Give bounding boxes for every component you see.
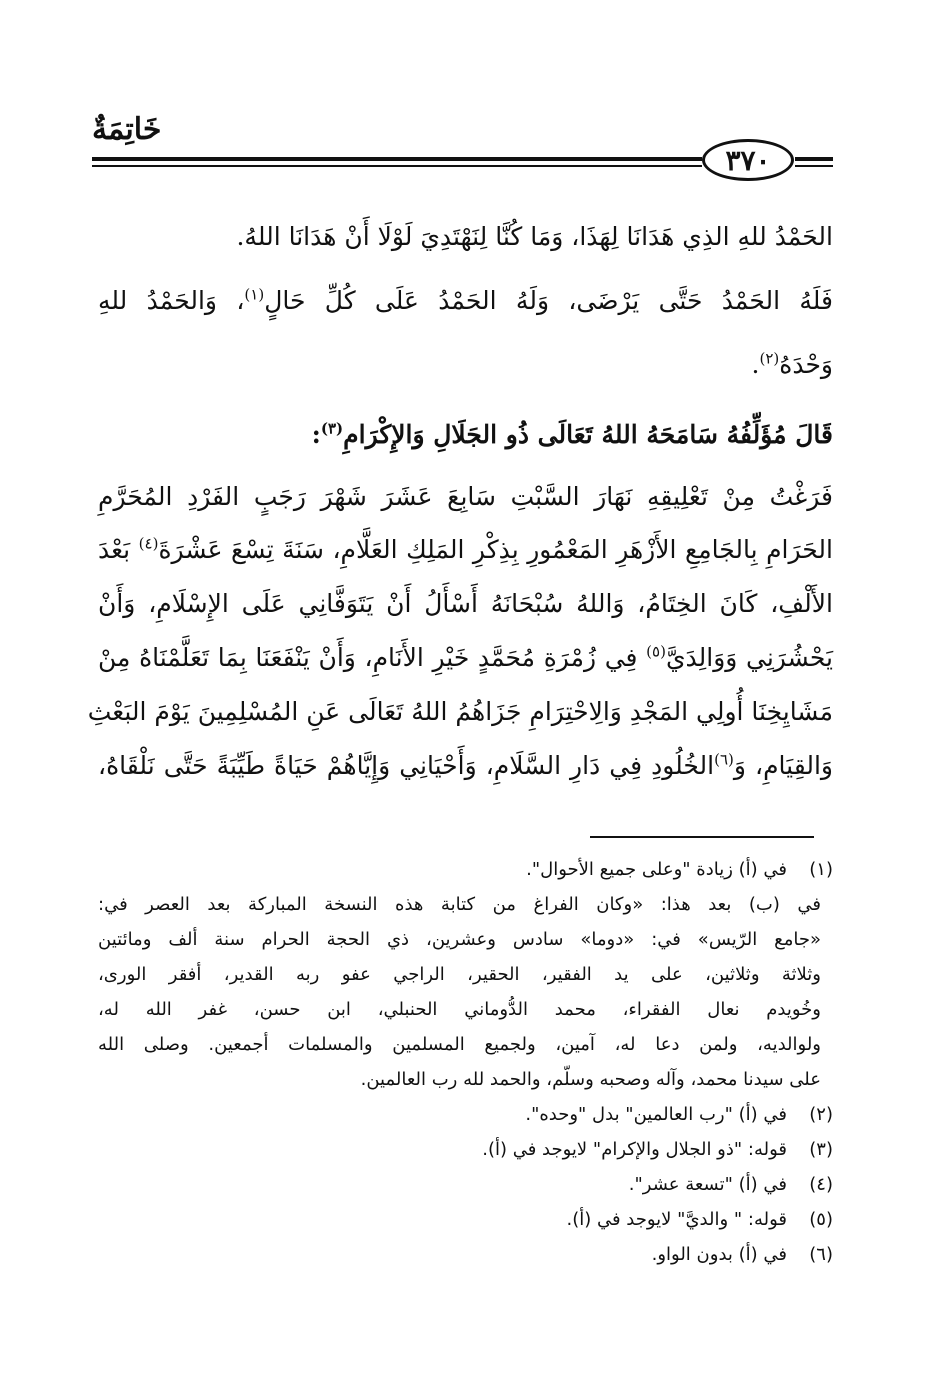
footnote-text: في (أ) "رب العالمين" بدل "وحده". [525, 1104, 787, 1125]
footnote-text: قوله: " والديَّ" لايوجد في (أ). [566, 1209, 787, 1230]
text-run: . [751, 350, 760, 379]
footnote-3 [482, 1135, 833, 1165]
footnote-ref: (٤) [138, 534, 159, 553]
footnote-6 [652, 1240, 833, 1270]
footnote-number: (٦) [809, 1244, 833, 1265]
paragraph-line [98, 477, 833, 517]
footnote-text: على سيدنا محمد، وآله وصحبه وسلّم، والحمد لله رب العالمين. [360, 1069, 821, 1090]
text-run: فِي زُمْرَةِ مُحَمَّدٍ خَيْرِ الأَنَامِ، وَأَنْ يَنْفَعَنَا بِمَا تَعَلَّمْنَاهُ مِنْ [98, 643, 638, 672]
paragraph-line [98, 584, 833, 624]
footnote-text: ولوالديه، ولمن دعا له، آمين، ولجميع المسلمين والمسلمات أجمعين. وصلى الله [98, 1034, 821, 1055]
page-number-badge [702, 139, 794, 181]
text-run: وَحْدَهُ [779, 350, 833, 379]
footnote-number: (٢) [809, 1104, 833, 1125]
footnote-number: (٣) [809, 1139, 833, 1160]
text-run: : [311, 420, 321, 449]
page-number: ٣٧٠ [725, 143, 771, 177]
footnote-1-continuation [361, 1065, 821, 1095]
paragraph-line [98, 638, 833, 678]
footnote-1-continuation [98, 1030, 821, 1060]
text-run: فَرَغْتُ مِنْ تَعْلِيقِهِ نَهَارَ السَّبْتِ سَابِعَ عَشَرَ شَهْرَ رَجَبٍ الفَرْدِ المُحَرَّمِ [98, 482, 833, 511]
footnote-text: في (ب) بعد هذا: «وكان الفراغ من كتابة هذه النسخة المباركة بعد العصر في: [98, 894, 821, 915]
footnote-text: قوله: "ذو الجلال والإكرام" لايوجد في (أ). [482, 1139, 787, 1160]
header-rule-thin [92, 165, 702, 167]
footnote-4 [629, 1170, 833, 1200]
footnote-ref: (٣) [320, 419, 344, 438]
header-rule-thick [92, 157, 702, 161]
footnote-text: في (أ) زيادة "وعلى جميع الأحوال". [526, 859, 787, 880]
text-run: الحَمْدُ للهِ الذِي هَدَانَا لِهَذَا، وَمَا كُنَّا لِنَهْتَدِيَ لَوْلَا أَنْ هَدَانَا اللهُ. [236, 222, 833, 251]
paragraph-line [98, 281, 833, 321]
footnote-1-continuation [98, 890, 821, 920]
footnote-separator [590, 836, 814, 838]
footnote-text: وثلاثة وثلاثين، على يد الفقير، الحقير، الراجي عفو ربه القدير، أفقر الورى، [98, 964, 821, 985]
section-heading [312, 415, 833, 455]
text-run: وَالقِيَامِ، وَ [733, 751, 833, 780]
text-run: قَالَ مُؤَلِّفُهُ سَامَحَهُ اللهُ تَعَالَى ذُو الجَلَالِ وَالإِكْرَامِ [343, 420, 833, 449]
footnote-ref: (١) [244, 285, 265, 304]
text-run: بَعْدَ [98, 535, 131, 564]
footnote-5 [566, 1205, 833, 1235]
footnote-text: وخُويدم نعال الفقراء، محمد الدُّوماني الحنبلي، ابن حسن، غفر الله له، [98, 999, 821, 1020]
text-run: الحَرَامِ بِالجَامِعِ الأَزْهَرِ المَعْمُورِ بِذِكْرِ المَلِكِ العَلَّامِ، سَنَةَ تِسْعَ عَشْرَةَ [158, 535, 833, 564]
header-rule-thick-right [795, 157, 833, 161]
footnote-ref: (٦) [714, 750, 734, 769]
footnote-text: «جامع الرّيس» في: «دوما» سادس وعشرين، ذي الحجة الحرام سنة ألف ومائتين [98, 929, 821, 950]
paragraph-line [87, 692, 833, 732]
footnote-number: (٥) [809, 1209, 833, 1230]
text-run: الخُلُودِ فِي دَارِ السَّلَامِ، وَأَحْيَانِي وَإِيَّاهُمْ حَيَاةً طَيِّبَةً حَتَّى نَلْقَاهُ، [98, 751, 715, 780]
footnote-number: (١) [809, 859, 833, 880]
footnote-1-continuation [98, 925, 821, 955]
footnote-text: في (أ) بدون الواو. [651, 1244, 787, 1265]
footnote-2 [525, 1100, 833, 1130]
footnote-text: في (أ) "تسعة عشر". [628, 1174, 787, 1195]
text-run: الأَلْفِ، كَانَ الخِتَامُ، وَاللهُ سُبْحَانَهُ أَسْأَلُ أَنْ يَتَوَفَّانِي عَلَى الإِسْلَامِ، وَأَنْ [98, 589, 833, 618]
text-run: يَحْشُرَنِي وَوَالِدَيَّ [665, 643, 833, 672]
paragraph-line [236, 217, 833, 257]
text-run: فَلَهُ الحَمْدُ حَتَّى يَرْضَى، وَلَهُ الحَمْدُ عَلَى كُلِّ حَالٍ [264, 286, 833, 315]
footnote-1 [526, 855, 833, 885]
paragraph-line [98, 746, 833, 786]
paragraph-line [98, 530, 833, 570]
paragraph-line [752, 345, 833, 385]
footnote-1-continuation [98, 960, 821, 990]
footnote-ref: (٢) [759, 349, 780, 368]
footnote-1-continuation [98, 995, 821, 1025]
header-rule-thin-right [795, 165, 833, 167]
text-run: ، وَالحَمْدُ للهِ [98, 286, 245, 315]
running-header-title: خَاتِمَةٌ [92, 112, 162, 147]
text-run: مَشَايِخِنَا أُولِي المَجْدِ وَالِاحْتِرَامِ جَزَاهُمُ اللهُ تَعَالَى عَنِ المُسْلِمِينَ يَوْمَ البَعْثِ [87, 697, 833, 726]
footnote-number: (٤) [809, 1174, 833, 1195]
footnote-ref: (٥) [646, 642, 666, 661]
